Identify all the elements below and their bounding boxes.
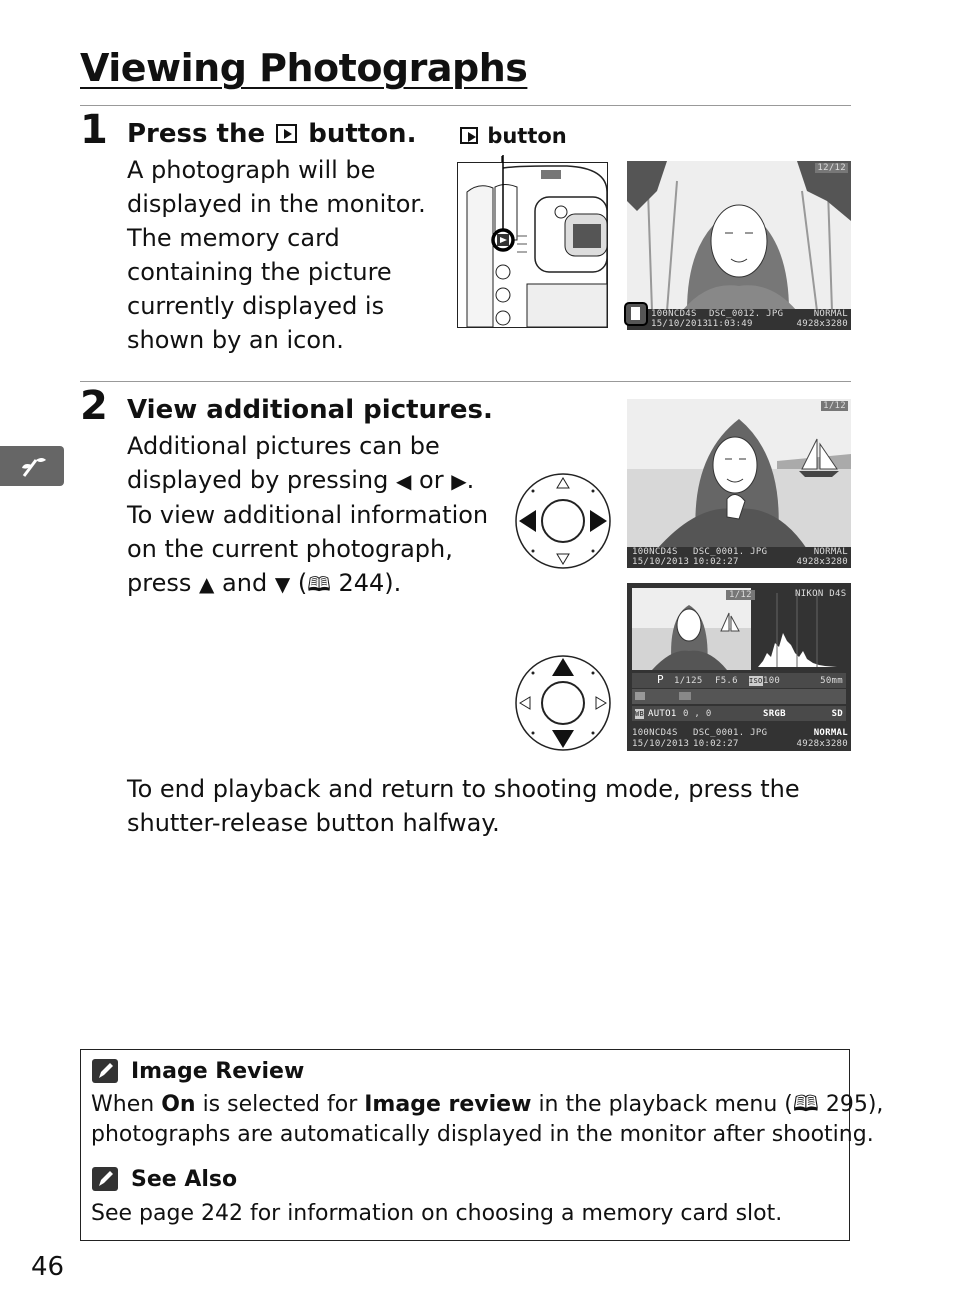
- aperture: F5.6: [715, 676, 738, 686]
- monitor-photo-1: [627, 161, 851, 330]
- body-line: on the current photograph,: [127, 535, 453, 563]
- iso-value: 100: [763, 676, 781, 686]
- playback-icon: [276, 124, 297, 143]
- memory-card-icon: [624, 302, 648, 326]
- image-date: 15/10/2013: [651, 319, 709, 329]
- note-keyword: On: [161, 1092, 196, 1117]
- note-title: See Also: [131, 1167, 238, 1192]
- note-text-part: is selected for: [202, 1092, 358, 1117]
- callout-label: [458, 124, 567, 148]
- step-body: [127, 429, 497, 601]
- info-display-graphics: [627, 583, 851, 751]
- up-arrow-icon: ▲: [199, 572, 215, 596]
- image-counter: 12/12: [817, 163, 846, 173]
- photo-sailboat-image: [627, 399, 851, 568]
- divider: [80, 381, 851, 382]
- image-folder: 100NCD4S: [651, 309, 697, 319]
- step-heading: View additional pictures.: [127, 395, 493, 425]
- iso-icon: ISO: [749, 677, 763, 685]
- monitor-info-display: [627, 583, 851, 751]
- image-quality: NORMAL: [813, 309, 848, 319]
- white-balance: AUTO1: [648, 709, 677, 719]
- down-arrow-icon: ▼: [274, 572, 291, 596]
- image-size: 4928x3280: [796, 557, 848, 567]
- body-line: press ▲ and ▼ (🕮 244).: [127, 569, 402, 597]
- body-text: press: [127, 569, 192, 597]
- body-text: and: [222, 569, 268, 597]
- image-file: DSC_0001. JPG: [693, 728, 768, 738]
- image-size: 4928x3280: [796, 319, 848, 329]
- image-folder: 100NCD4S: [632, 728, 678, 738]
- note-title: Image Review: [131, 1059, 305, 1084]
- step-heading: [127, 118, 416, 150]
- pencil-note-icon: [92, 1059, 118, 1083]
- camera-model: NIKON D4S: [795, 589, 847, 599]
- page-reference: 295),: [825, 1092, 884, 1117]
- image-size: 4928x3280: [796, 739, 848, 749]
- photo-portrait-image: [627, 161, 851, 330]
- focal-length: 50mm: [820, 676, 843, 686]
- image-date: 15/10/2013: [632, 557, 690, 567]
- image-quality: NORMAL: [813, 728, 848, 738]
- exposure-mode: P: [657, 673, 664, 686]
- step-heading-pre: Press the: [127, 119, 266, 149]
- pencil-icon: [92, 1167, 118, 1191]
- note-text-part: When: [91, 1092, 155, 1117]
- image-time: 10:02:27: [693, 557, 739, 567]
- book-reference-icon: 🕮: [307, 572, 331, 596]
- image-file: DSC_0012. JPG: [709, 309, 784, 319]
- body-text: displayed by pressing: [127, 466, 389, 494]
- notes-box: [80, 1049, 884, 1241]
- body-line: displayed by pressing ◀ or ▶.: [127, 466, 475, 494]
- playback-tab-icon: [0, 446, 64, 486]
- body-text: or: [419, 466, 444, 494]
- section-tab: [0, 446, 64, 486]
- wb-icon: WB: [635, 710, 645, 718]
- book-reference-icon: 🕮: [792, 1092, 819, 1117]
- step-number: 2: [80, 383, 108, 429]
- step-number: 1: [80, 107, 108, 153]
- left-arrow-icon: ◀: [396, 469, 412, 493]
- image-date: 15/10/2013: [632, 739, 690, 749]
- note-text: See page 242 for information on choosing a memory card slot.: [91, 1201, 783, 1226]
- divider: [80, 105, 851, 106]
- image-counter: 1/12: [726, 590, 755, 600]
- note-text-part: in the playback menu (: [538, 1092, 793, 1117]
- note-text: photographs are automatically displayed in the monitor after shooting.: [91, 1122, 874, 1147]
- image-file: DSC_0001. JPG: [693, 547, 768, 557]
- callout-text: button: [487, 124, 567, 148]
- image-time: 11:03:49: [707, 319, 753, 329]
- step-body: A photograph will be displayed in the monitor. The memory card containing the picture currently displayed is shown by an icon.: [127, 156, 426, 354]
- body-line: To view additional information: [127, 501, 489, 529]
- monitor-photo-2: [627, 399, 851, 568]
- end-playback-text: To end playback and return to shooting mode, press the shutter-release button halfway.: [127, 775, 800, 837]
- image-time: 10:02:27: [693, 739, 739, 749]
- note-text: [91, 1090, 883, 1120]
- step-heading-post: button.: [308, 119, 417, 149]
- multi-selector-left-right: [514, 472, 612, 574]
- page-number: 46: [31, 1252, 65, 1282]
- playback-icon: [460, 127, 478, 144]
- pencil-icon: [92, 1059, 118, 1083]
- memory-card-icon-glyph: [626, 304, 645, 323]
- pencil-note-icon: [92, 1167, 118, 1191]
- page-reference: 244).: [338, 569, 402, 597]
- picture-control: SD: [831, 709, 843, 719]
- image-counter: 1/12: [823, 401, 846, 411]
- image-quality: NORMAL: [813, 547, 848, 557]
- image-folder: 100NCD4S: [632, 547, 678, 557]
- page-title: Viewing Photographs: [80, 46, 528, 90]
- body-line: Additional pictures can be: [127, 432, 440, 460]
- note-keyword: Image review: [364, 1092, 532, 1117]
- multi-selector-up-down: [514, 654, 612, 756]
- shutter-speed: 1/125: [674, 676, 703, 686]
- right-arrow-icon: ▶: [451, 469, 467, 493]
- wb-adjust: 0 , 0: [683, 709, 712, 719]
- camera-back-illustration: [457, 152, 609, 329]
- color-space: SRGB: [763, 709, 786, 719]
